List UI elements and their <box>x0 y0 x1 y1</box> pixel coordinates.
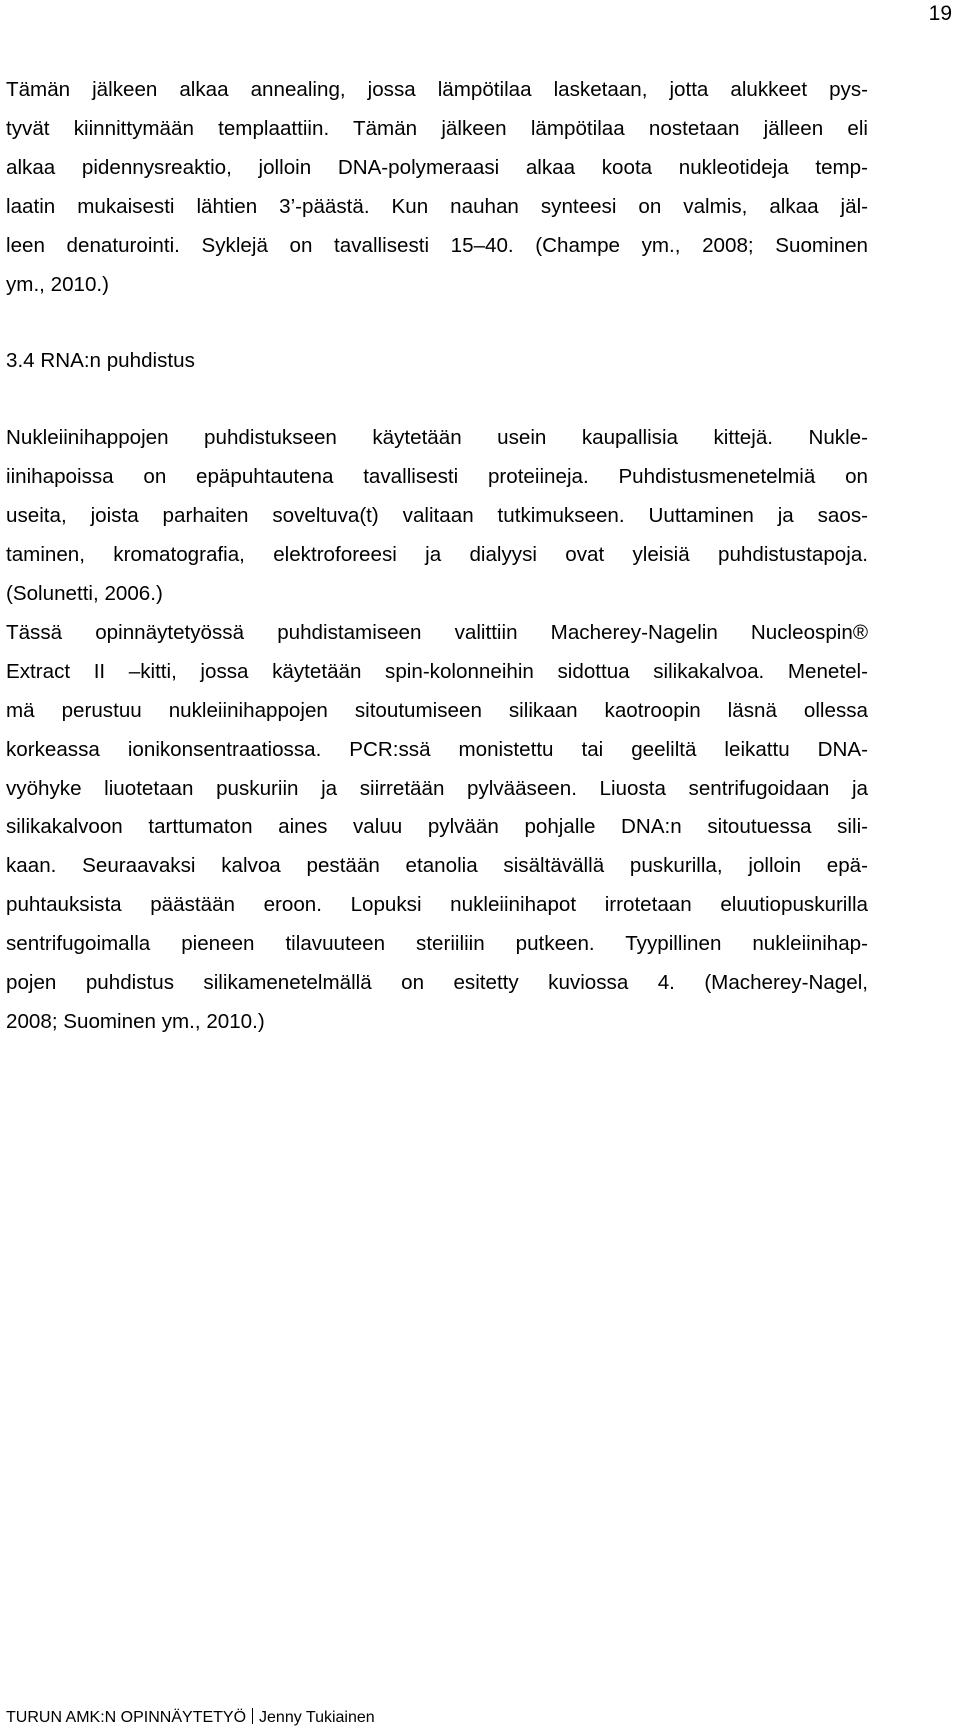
text-line: korkeassa ionikonsentraatiossa. PCR:ssä monistettu tai geeliltä leikattu DNA- <box>6 737 868 761</box>
text-line: puhtauksista päästään eroon. Lopuksi nukleiinihapot irrotetaan eluutiopuskurilla <box>6 893 868 917</box>
section-heading: 3.4 RNA:n puhdistus <box>6 349 195 373</box>
text-line: mä perustuu nukleiinihappojen sitoutumiseen silikaan kaotroopin läsnä ollessa <box>6 698 868 722</box>
text-line: laatin mukaisesti lähtien 3’-päästä. Kun nauhan synteesi on valmis, alkaa jäl- <box>6 194 868 218</box>
text-line: tyvät kiinnittymään templaattiin. Tämän jälkeen lämpötilaa nostetaan jälleen eli <box>6 116 868 140</box>
text-line: vyöhyke liuotetaan puskuriin ja siirretään pylvääseen. Liuosta sentrifugoidaan ja <box>6 776 868 800</box>
document-body <box>6 71 868 1042</box>
text-line: useita, joista parhaiten soveltuva(t) valitaan tutkimukseen. Uuttaminen ja saos- <box>6 504 868 528</box>
text-line: (Solunetti, 2006.) <box>6 581 163 605</box>
text-line: Extract II –kitti, jossa käytetään spin-kolonneihin sidottua silikakalvoa. Menetel- <box>6 659 868 683</box>
text-line: iinihapoissa on epäpuhtautena tavallisesti proteiineja. Puhdistusmenetelmiä on <box>6 465 868 489</box>
text-line: kaan. Seuraavaksi kalvoa pestään etanolia sisältävällä puskurilla, jolloin epä- <box>6 854 868 878</box>
paragraph-nucleospin-method <box>6 614 868 1042</box>
text-line: leen denaturointi. Syklejä on tavallisesti 15–40. (Champe ym., 2008; Suominen <box>6 233 868 257</box>
text-line: Tämän jälkeen alkaa annealing, jossa lämpötilaa lasketaan, jotta alukkeet pys- <box>6 78 868 101</box>
text-line: Nukleiinihappojen puhdistukseen käytetään usein kaupallisia kittejä. Nukle- <box>6 426 868 450</box>
text-line: alkaa pidennysreaktio, jolloin DNA-polymeraasi alkaa koota nukleotideja temp- <box>6 155 868 179</box>
text-line: 2008; Suominen ym., 2010.) <box>6 1009 265 1033</box>
text-line: pojen puhdistus silikamenetelmällä on esitetty kuviossa 4. (Macherey-Nagel, <box>6 971 868 995</box>
page-footer <box>6 1708 375 1728</box>
page-number: 19 <box>928 2 952 25</box>
text-line: Tässä opinnäytetyössä puhdistamiseen valittiin Macherey-Nagelin Nucleospin® <box>6 620 868 644</box>
footer-separator <box>252 1708 253 1724</box>
text-line: ym., 2010.) <box>6 272 110 296</box>
footer-author: Jenny Tukiainen <box>259 1709 375 1726</box>
paragraph-nucleic-acid-purification <box>6 419 868 614</box>
text-line: taminen, kromatografia, elektroforeesi ja dialyysi ovat yleisiä puhdistustapoja. <box>6 543 868 567</box>
text-line: silikakalvoon tarttumaton aines valuu pylvään pohjalle DNA:n sitoutuessa sili- <box>6 815 868 839</box>
paragraph-pcr-annealing <box>6 71 868 304</box>
text-line: sentrifugoimalla pieneen tilavuuteen steriiliin putkeen. Tyypillinen nukleiinihap- <box>6 932 868 956</box>
footer-thesis-label: TURUN AMK:N OPINNÄYTETYÖ <box>6 1709 247 1726</box>
